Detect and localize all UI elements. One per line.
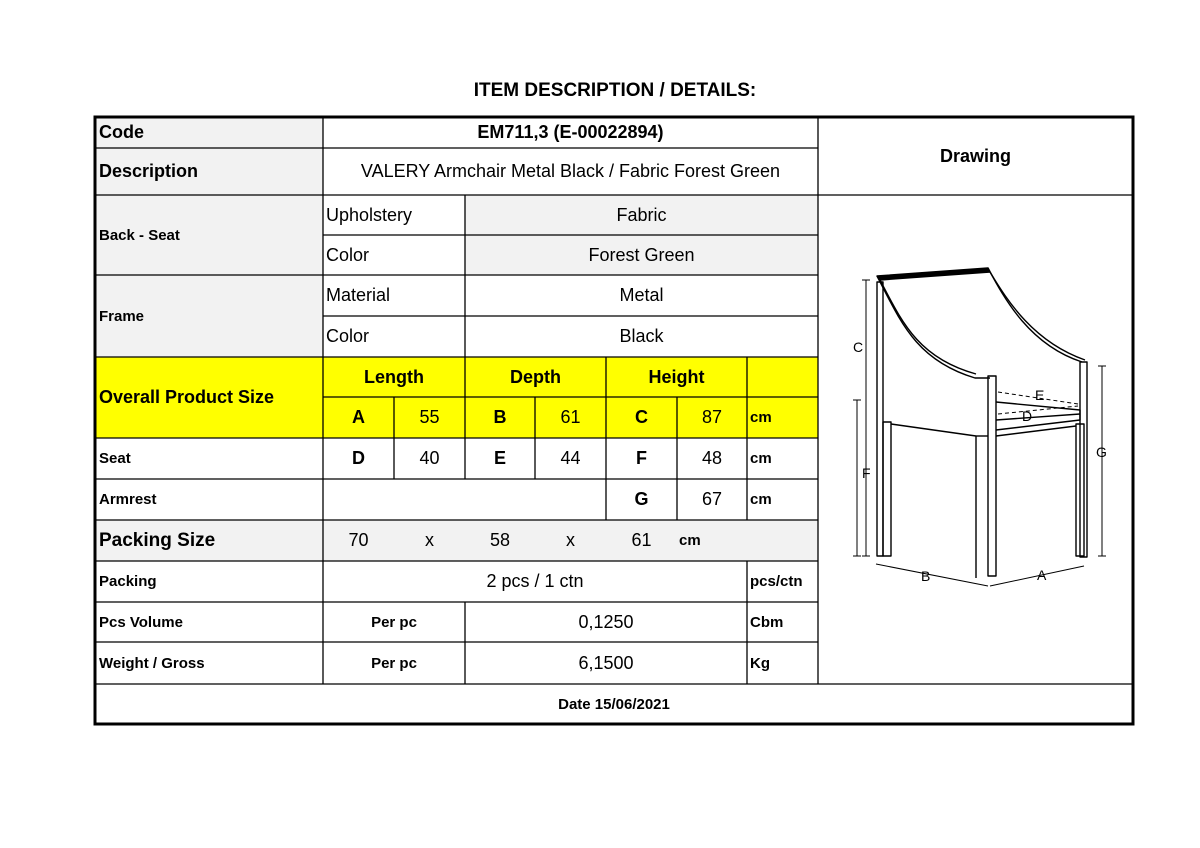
dim-a-value: 55 bbox=[419, 407, 440, 427]
dim-d-value: 40 bbox=[419, 448, 440, 468]
drawing-letter-a: A bbox=[1037, 567, 1047, 583]
seat-unit: cm bbox=[750, 450, 772, 467]
dim-f-value: 48 bbox=[701, 448, 723, 468]
dim-c-value: 87 bbox=[701, 407, 723, 427]
pcs-volume-label: Pcs Volume bbox=[99, 613, 183, 631]
height-header: Height bbox=[648, 366, 705, 387]
packing-value: 2 pcs / 1 ctn bbox=[486, 571, 584, 591]
pcs-volume-unit: Cbm bbox=[750, 613, 784, 631]
pcs-volume-value: 0,1250 bbox=[578, 611, 634, 632]
armrest-unit: cm bbox=[750, 491, 772, 508]
weight-per: Per pc bbox=[371, 654, 417, 672]
armrest-label: Armrest bbox=[99, 491, 157, 508]
back-color-label: Color bbox=[326, 244, 370, 265]
page-title: ITEM DESCRIPTION / DETAILS: bbox=[473, 80, 757, 101]
packing-unit: pcs/ctn bbox=[750, 573, 803, 590]
footer-date: Date 15/06/2021 bbox=[558, 695, 670, 713]
upholstery-value: Fabric bbox=[616, 204, 667, 225]
drawing-letter-d: D bbox=[1022, 408, 1033, 424]
packing-size-width: 58 bbox=[489, 530, 511, 550]
dim-e-key: E bbox=[493, 448, 506, 468]
weight-label: Weight / Gross bbox=[99, 654, 205, 672]
packing-size-unit: cm bbox=[679, 532, 701, 549]
packing-size-x2: x bbox=[566, 530, 575, 550]
packing-label: Packing bbox=[99, 573, 157, 590]
drawing-letter-c: C bbox=[853, 339, 864, 355]
overall-unit: cm bbox=[750, 409, 772, 426]
length-header: Length bbox=[364, 366, 424, 387]
weight-value: 6,1500 bbox=[578, 652, 634, 673]
dim-c-key: C bbox=[635, 407, 648, 427]
frame-color-label: Color bbox=[326, 326, 370, 346]
packing-size-height: 61 bbox=[631, 530, 652, 550]
packing-size-length: 70 bbox=[348, 530, 369, 550]
dim-d-key: D bbox=[352, 448, 365, 468]
frame-color-value: Black bbox=[619, 326, 664, 346]
pcs-volume-per: Per pc bbox=[371, 613, 417, 631]
description-label: Description bbox=[99, 161, 199, 181]
back-seat-label: Back - Seat bbox=[99, 226, 180, 244]
frame-material-value: Metal bbox=[619, 285, 664, 305]
dim-b-value: 61 bbox=[560, 407, 581, 427]
dim-g-value: 67 bbox=[701, 489, 723, 509]
frame-label: Frame bbox=[99, 307, 145, 325]
dim-f-key: F bbox=[636, 448, 647, 468]
overall-size-label: Overall Product Size bbox=[99, 387, 275, 407]
dim-b-key: B bbox=[493, 407, 507, 427]
drawing-letter-f: F bbox=[862, 465, 871, 481]
back-color-value: Forest Green bbox=[588, 244, 695, 265]
dim-g-key: G bbox=[634, 489, 649, 509]
frame-material-label: Material bbox=[326, 285, 391, 305]
drawing-label: Drawing bbox=[939, 145, 1011, 166]
code-value: EM711,3 (E-00022894) bbox=[477, 122, 664, 142]
drawing-letter-g: G bbox=[1096, 444, 1107, 460]
weight-unit: Kg bbox=[750, 654, 770, 672]
upholstery-label: Upholstery bbox=[326, 204, 413, 225]
drawing-letter-e: E bbox=[1035, 387, 1045, 403]
dim-a-key: A bbox=[352, 407, 365, 427]
drawing-letter-b: B bbox=[921, 568, 931, 584]
packing-size-label: Packing Size bbox=[99, 529, 216, 551]
dim-e-value: 44 bbox=[560, 448, 581, 468]
packing-size-x1: x bbox=[425, 530, 434, 550]
description-value: VALERY Armchair Metal Black / Fabric Forest Green bbox=[360, 161, 781, 181]
depth-header: Depth bbox=[510, 366, 561, 387]
code-label: Code bbox=[99, 122, 144, 142]
seat-label: Seat bbox=[99, 450, 131, 467]
